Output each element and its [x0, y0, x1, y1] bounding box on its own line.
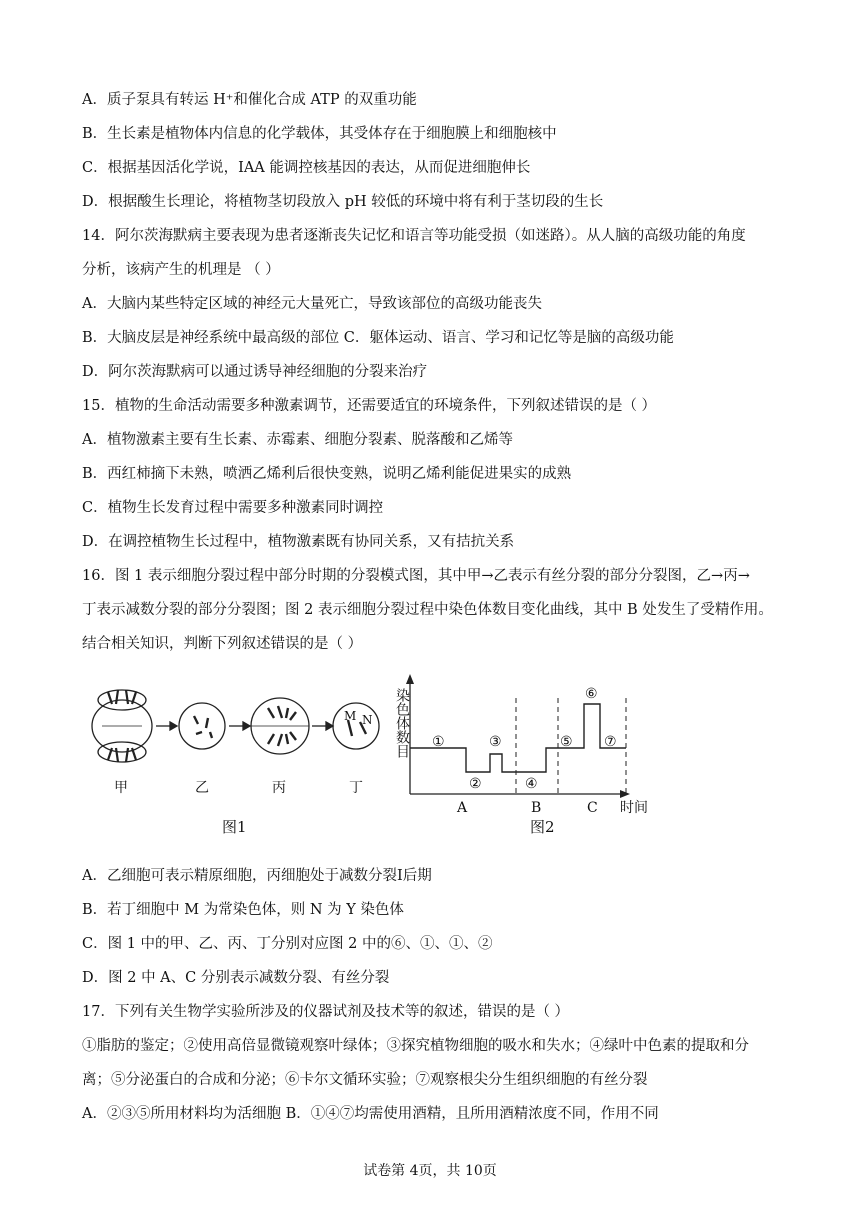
cell-bing [251, 698, 309, 754]
fig2-point-1: ① [432, 734, 445, 750]
q17-items-line2: 离；⑤分泌蛋白的合成和分泌；⑥卡尔文循环实验；⑦观察根尖分生组织细胞的有丝分裂 [82, 1072, 648, 1088]
fig2-x-arrow [620, 790, 630, 798]
fig2-ylabel: 染色体数目 [394, 688, 410, 758]
fig2-point-3: ③ [489, 734, 502, 750]
chromosome-m-label: M [344, 709, 357, 723]
cell-label-ding: 丁 [349, 780, 363, 796]
fig2-segment-c: C [587, 800, 598, 816]
fig2-point-5: ⑤ [560, 734, 573, 750]
q16-option-c: C．图 1 中的甲、乙、丙、丁分别对应图 2 中的⑥、①、①、② [82, 936, 493, 952]
q13-option-c: C．根据基因活化学说，IAA 能调控核基因的表达，从而促进细胞伸长 [82, 160, 531, 176]
q15-option-b: B．西红柿摘下未熟，喷洒乙烯利后很快变熟，说明乙烯利能促进果实的成熟 [82, 466, 572, 482]
q16-option-b: B．若丁细胞中 M 为常染色体，则 N 为 Y 染色体 [82, 902, 404, 918]
q16-stem-line1: 16．图 1 表示细胞分裂过程中部分时期的分裂模式图，其中甲→乙表示有丝分裂的部分分裂图，乙→丙→ [82, 568, 750, 584]
cell-jia [92, 690, 152, 762]
q16-option-a: A．乙细胞可表示精原细胞，丙细胞处于减数分裂Ⅰ后期 [82, 868, 432, 884]
figure1 [92, 690, 379, 762]
q16-figure [82, 664, 682, 844]
chromosome-n-label: N [362, 713, 373, 727]
arrow-bing-ding [312, 722, 333, 730]
q14-stem-line1: 14．阿尔茨海默病主要表现为患者逐渐丧失记忆和语言等功能受损（如迷路）。从人脑的高级功能的角度 [82, 228, 746, 244]
q15-option-c: C．植物生长发育过程中需要多种激素同时调控 [82, 500, 384, 516]
cell-label-jia: 甲 [114, 780, 128, 796]
fig2-point-2: ② [469, 776, 482, 792]
q17-items-line1: ①脂肪的鉴定；②使用高倍显微镜观察叶绿体；③探究植物细胞的吸水和失水；④绿叶中色素的提取和分 [82, 1038, 749, 1054]
q13-option-a: A．质子泵具有转运 H⁺和催化合成 ATP 的双重功能 [82, 92, 417, 108]
q17-options-ab: A．②③⑤所用材料均为活细胞 B．①④⑦均需使用酒精，且所用酒精浓度不同，作用不同 [82, 1106, 659, 1122]
q14-option-bc: B．大脑皮层是神经系统中最高级的部位 C．躯体运动、语言、学习和记忆等是脑的高级功能 [82, 330, 674, 346]
q15-option-a: A．植物激素主要有生长素、赤霉素、细胞分裂素、脱落酸和乙烯等 [82, 432, 513, 448]
fig2-xlabel: 时间 [620, 800, 648, 816]
page-footer: 试卷第 4页，共 10页 [363, 1163, 497, 1179]
q14-stem-line2: 分析，该病产生的机理是 （ ） [82, 262, 280, 278]
q13-option-b: B．生长素是植物体内信息的化学载体，其受体存在于细胞膜上和细胞核中 [82, 126, 557, 142]
q14-option-a: A．大脑内某些特定区域的神经元大量死亡，导致该部位的高级功能丧失 [82, 296, 542, 312]
figure1-caption: 图1 [222, 818, 247, 836]
arrow-yi-bing [229, 722, 250, 730]
cell-yi [179, 703, 225, 749]
fig2-point-6: ⑥ [585, 686, 598, 702]
fig2-y-arrow [406, 674, 414, 684]
fig2-point-4: ④ [525, 776, 538, 792]
q16-stem-line3: 结合相关知识，判断下列叙述错误的是（ ） [82, 636, 363, 652]
q16-figure-svg [82, 664, 682, 844]
q15-stem: 15．植物的生命活动需要多种激素调节，还需要适宜的环境条件，下列叙述错误的是（ ） [82, 398, 657, 414]
figure2-caption: 图2 [530, 818, 555, 836]
q15-option-d: D．在调控植物生长过程中，植物激素既有协同关系，又有拮抗关系 [82, 534, 515, 550]
cell-label-yi: 乙 [195, 780, 209, 796]
q16-option-d: D．图 2 中 A、C 分别表示减数分裂、有丝分裂 [82, 970, 390, 986]
fig2-point-7: ⑦ [604, 734, 617, 750]
fig2-segment-a: A [457, 800, 468, 816]
fig2-segment-b: B [531, 800, 542, 816]
q16-stem-line2: 丁表示减数分裂的部分分裂图；图 2 表示细胞分裂过程中染色体数目变化曲线，其中 B 处发生了受精作用。 [82, 602, 773, 618]
q13-option-d: D．根据酸生长理论，将植物茎切段放入 pH 较低的环境中将有利于茎切段的生长 [82, 194, 604, 210]
arrow-jia-yi [156, 722, 177, 730]
q17-stem: 17．下列有关生物学实验所涉及的仪器试剂及技术等的叙述，错误的是（ ） [82, 1004, 570, 1020]
cell-label-bing: 丙 [272, 780, 286, 796]
q14-option-d: D．阿尔茨海默病可以通过诱导神经细胞的分裂来治疗 [82, 364, 428, 380]
